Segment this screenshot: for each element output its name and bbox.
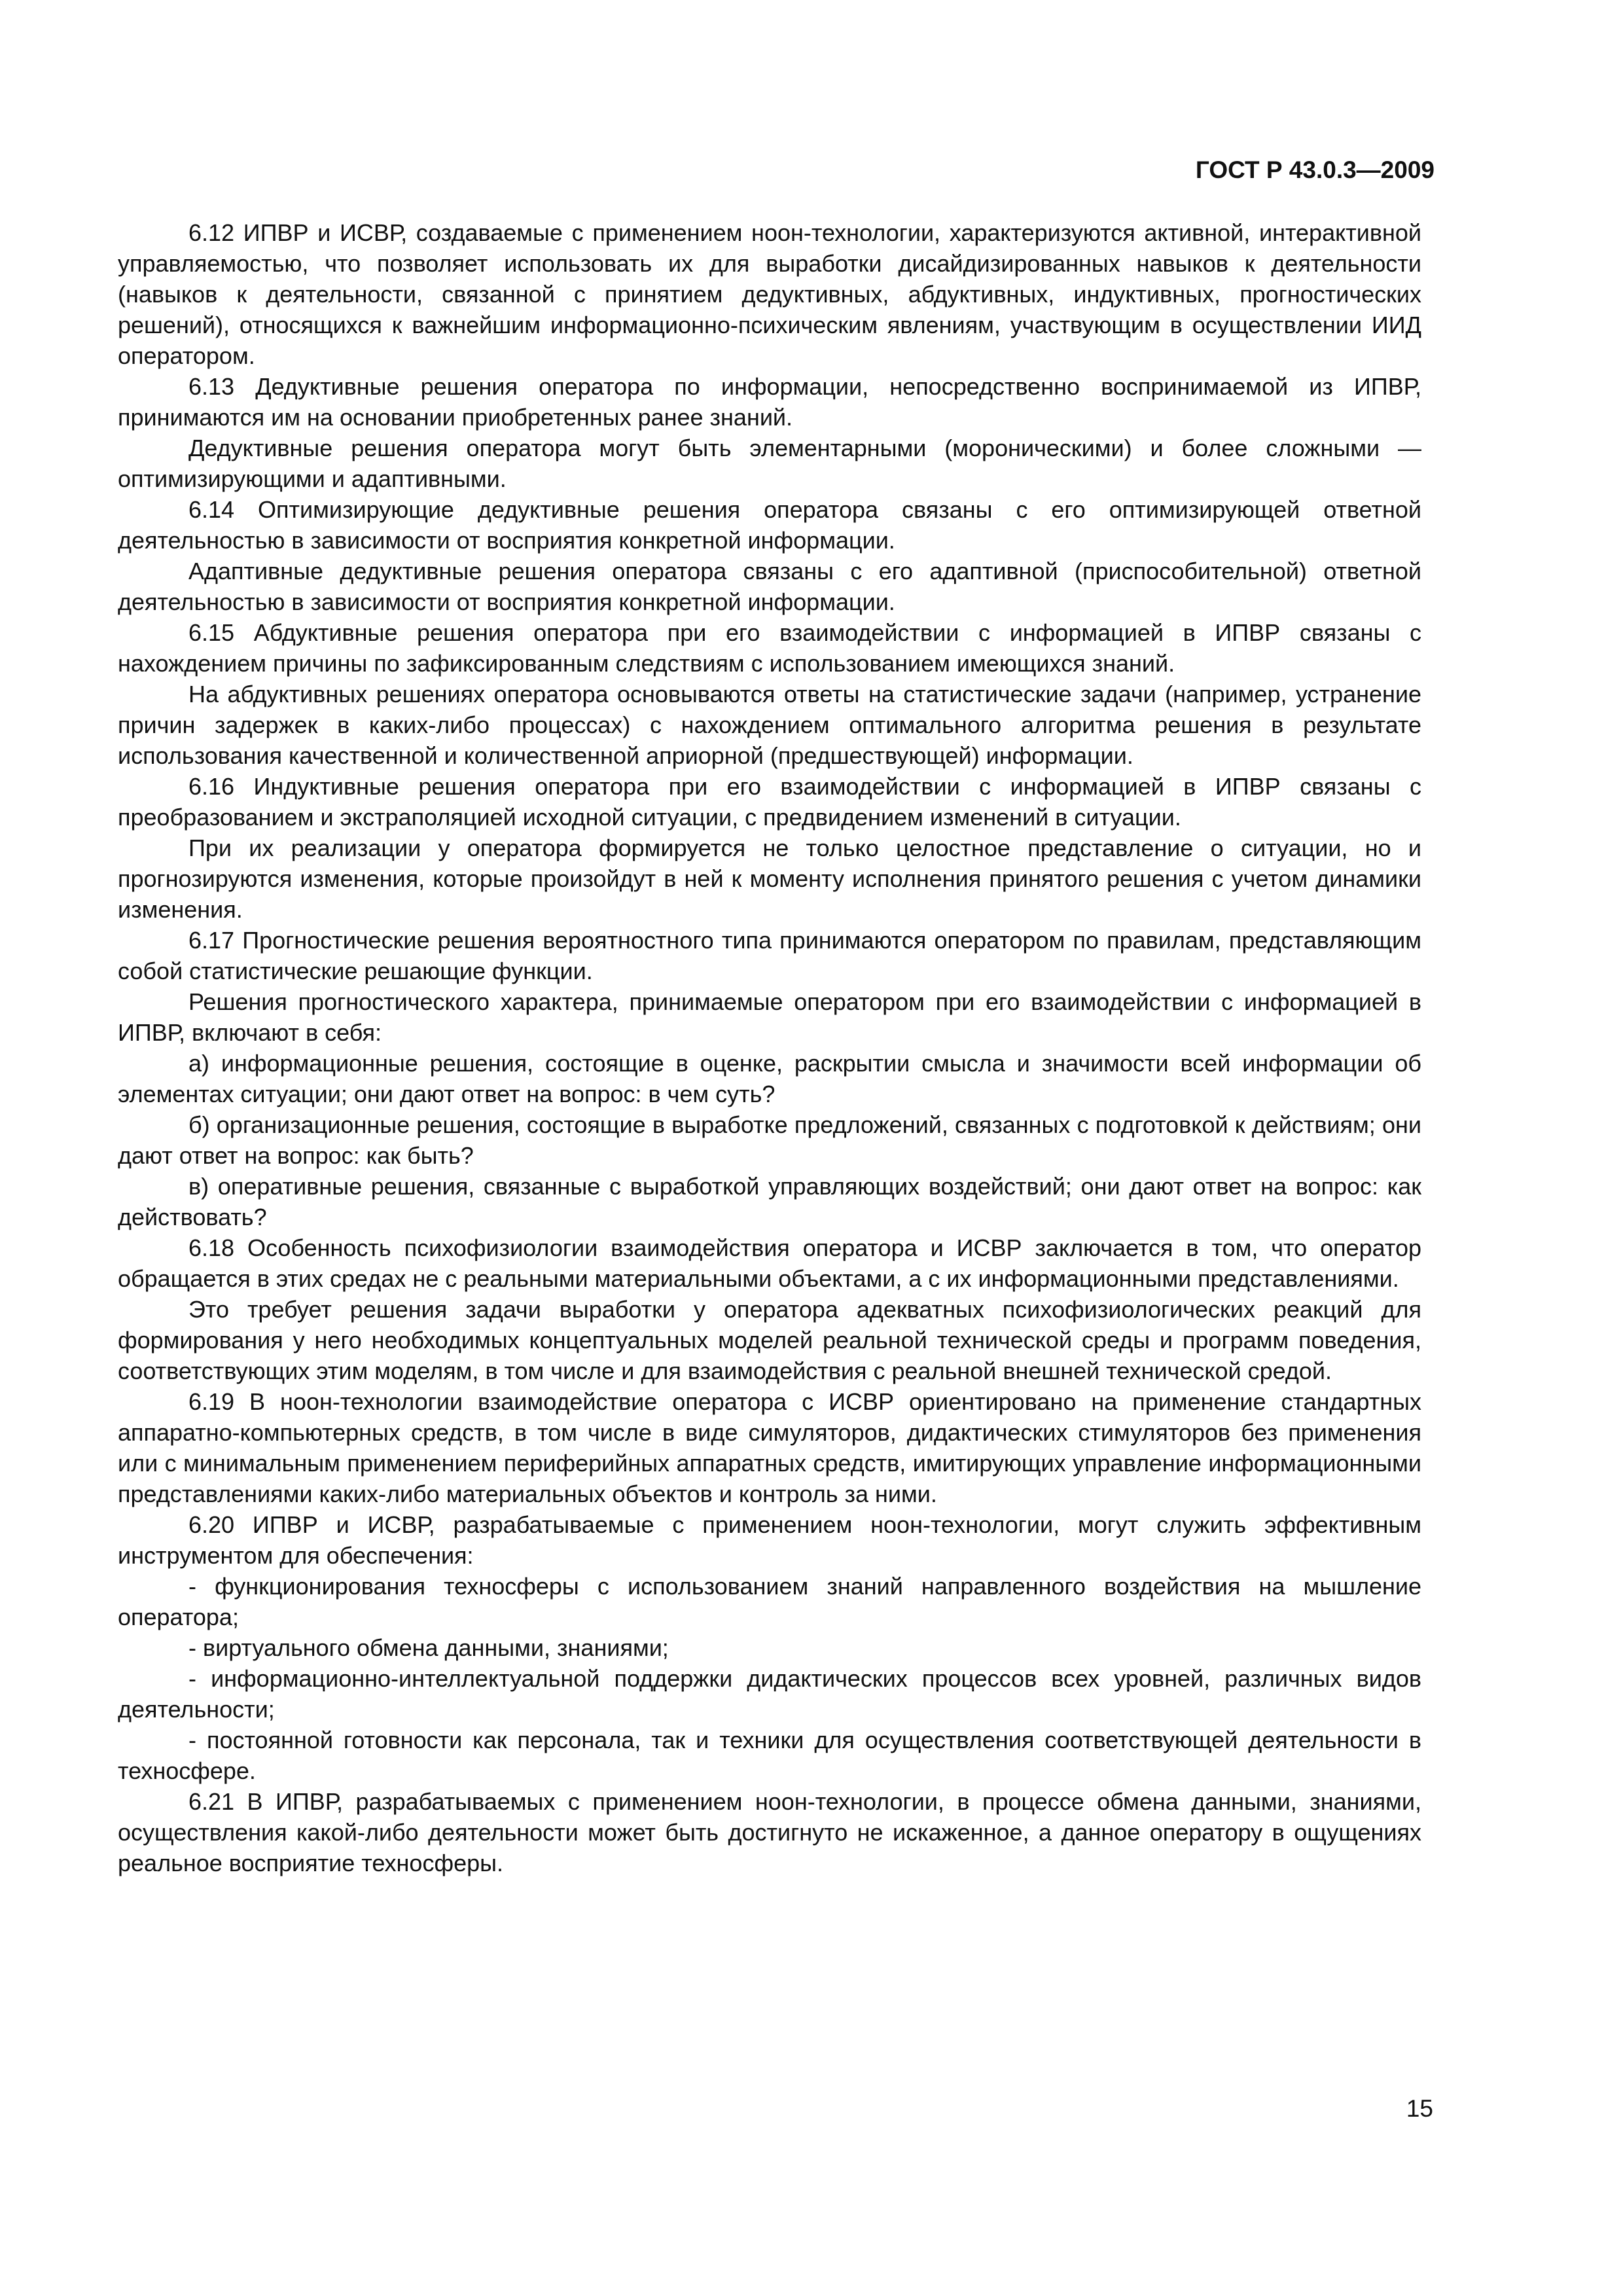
paragraph-6-18: 6.18 Особенность психофизиологии взаимодействия оператора и ИСВР заключается в том, что оператор обращается в этих средах не с реальными материальными объектами, а с их информационными представлениями. [118, 1234, 1421, 1292]
document-body [118, 217, 1421, 1878]
paragraph-6-15: 6.15 Абдуктивные решения оператора при его взаимодействии с информацией в ИПВР связаны с нахождением причины по зафиксированным следствиям с использованием имеющихся знаний. [118, 619, 1421, 677]
paragraph-6-16: 6.16 Индуктивные решения оператора при его взаимодействии с информацией в ИПВР связаны с преобразованием и экстраполяцией исходной ситуации, с предвидением изменений в ситуации. [118, 773, 1421, 831]
list-item-dash-3: - информационно-интеллектуальной поддержки дидактических процессов всех уровней, различных видов деятельности; [118, 1665, 1421, 1723]
paragraph-6-17-continued: Решения прогностического характера, принимаемые оператором при его взаимодействии с информацией в ИПВР, включают в себя: [118, 988, 1421, 1046]
paragraph-6-13: 6.13 Дедуктивные решения оператора по информации, непосредственно воспринимаемой из ИПВР, принимаются им на основании приобретенных ранее знаний. [118, 373, 1421, 431]
paragraph-6-21: 6.21 В ИПВР, разрабатываемых с применением ноон-технологии, в процессе обмена данными, знаниями, осуществления какой-либо деятельности может быть достигнуто не искаженное, а данное оператору в ощущениях реальное восприятие техносферы. [118, 1788, 1421, 1876]
document-standard-id: ГОСТ Р 43.0.3—2009 [1195, 156, 1435, 183]
list-item-c: в) оперативные решения, связанные с выработкой управляющих воздействий; они дают ответ на вопрос: как действовать? [118, 1173, 1421, 1230]
page-number: 15 [1406, 2095, 1433, 2122]
paragraph-6-13-continued: Дедуктивные решения оператора могут быть элементарными (мороническими) и более сложными — оптимизирующими и адаптивными. [118, 435, 1421, 492]
paragraph-6-17: 6.17 Прогностические решения вероятностного типа принимаются оператором по правилам, представляющим собой статистические решающие функции. [118, 927, 1421, 984]
paragraph-6-14: 6.14 Оптимизирующие дедуктивные решения оператора связаны с его оптимизирующей ответной деятельностью в зависимости от восприятия конкретной информации. [118, 496, 1421, 554]
paragraph-6-19: 6.19 В ноон-технологии взаимодействие оператора с ИСВР ориентировано на применение стандартных аппаратно-компьютерных средств, в том числе в виде симуляторов, дидактических стимуляторов без применения или с минимальным применением периферийных аппаратных средств, имитирующих управление информационными представлениями каких-либо материальных объектов и контроль за ними. [118, 1388, 1421, 1507]
list-item-dash-2: - виртуального обмена данными, знаниями; [188, 1634, 669, 1661]
list-item-b: б) организационные решения, состоящие в выработке предложений, связанных с подготовкой к действиям; они дают ответ на вопрос: как быть? [118, 1111, 1421, 1169]
paragraph-6-14-continued: Адаптивные дедуктивные решения оператора связаны с его адаптивной (приспособительной) ответной деятельностью в зависимости от восприятия конкретной информации. [118, 558, 1421, 615]
paragraph-6-16-continued: При их реализации у оператора формируется не только целостное представление о ситуации, но и прогнозируются изменения, которые произойдут в ней к моменту исполнения принятого решения с учетом динамики изменения. [118, 834, 1421, 923]
paragraph-6-18-continued: Это требует решения задачи выработки у оператора адекватных психофизиологических реакций для формирования у него необходимых концептуальных моделей реальной технической среды и программ поведения, соответствующих этим моделям, в том числе и для взаимодействия с реальной внешней технической средой. [118, 1296, 1421, 1384]
list-item-a: а) информационные решения, состоящие в оценке, раскрытии смысла и значимости всей информации об элементах ситуации; они дают ответ на вопрос: в чем суть? [118, 1050, 1421, 1107]
list-item-dash-4: - постоянной готовности как персонала, так и техники для осуществления соответствующей деятельности в техносфере. [118, 1727, 1421, 1784]
list-item-dash-1: - функционирования техносферы с использованием знаний направленного воздействия на мышление оператора; [118, 1573, 1421, 1630]
paragraph-6-12: 6.12 ИПВР и ИСВР, создаваемые с применением ноон-технологии, характеризуются активной, интерактивной управляемостью, что позволяет использовать их для выработки дисайдизированных навыков к деятельности (навыков к деятельности, связанной с принятием дедуктивных, абдуктивных, индуктивных, прогностических решений), относящихся к важнейшим информационно-психическим явлениям, участвующим в осуществлении ИИД оператором. [118, 219, 1421, 369]
paragraph-6-20: 6.20 ИПВР и ИСВР, разрабатываемые с применением ноон-технологии, могут служить эффективным инструментом для обеспечения: [118, 1511, 1421, 1569]
paragraph-6-15-continued: На абдуктивных решениях оператора основываются ответы на статистические задачи (например, устранение причин задержек в каких-либо процессах) с нахождением оптимального алгоритма решения в результате использования качественной и количественной априорной (предшествующей) информации. [118, 681, 1421, 769]
